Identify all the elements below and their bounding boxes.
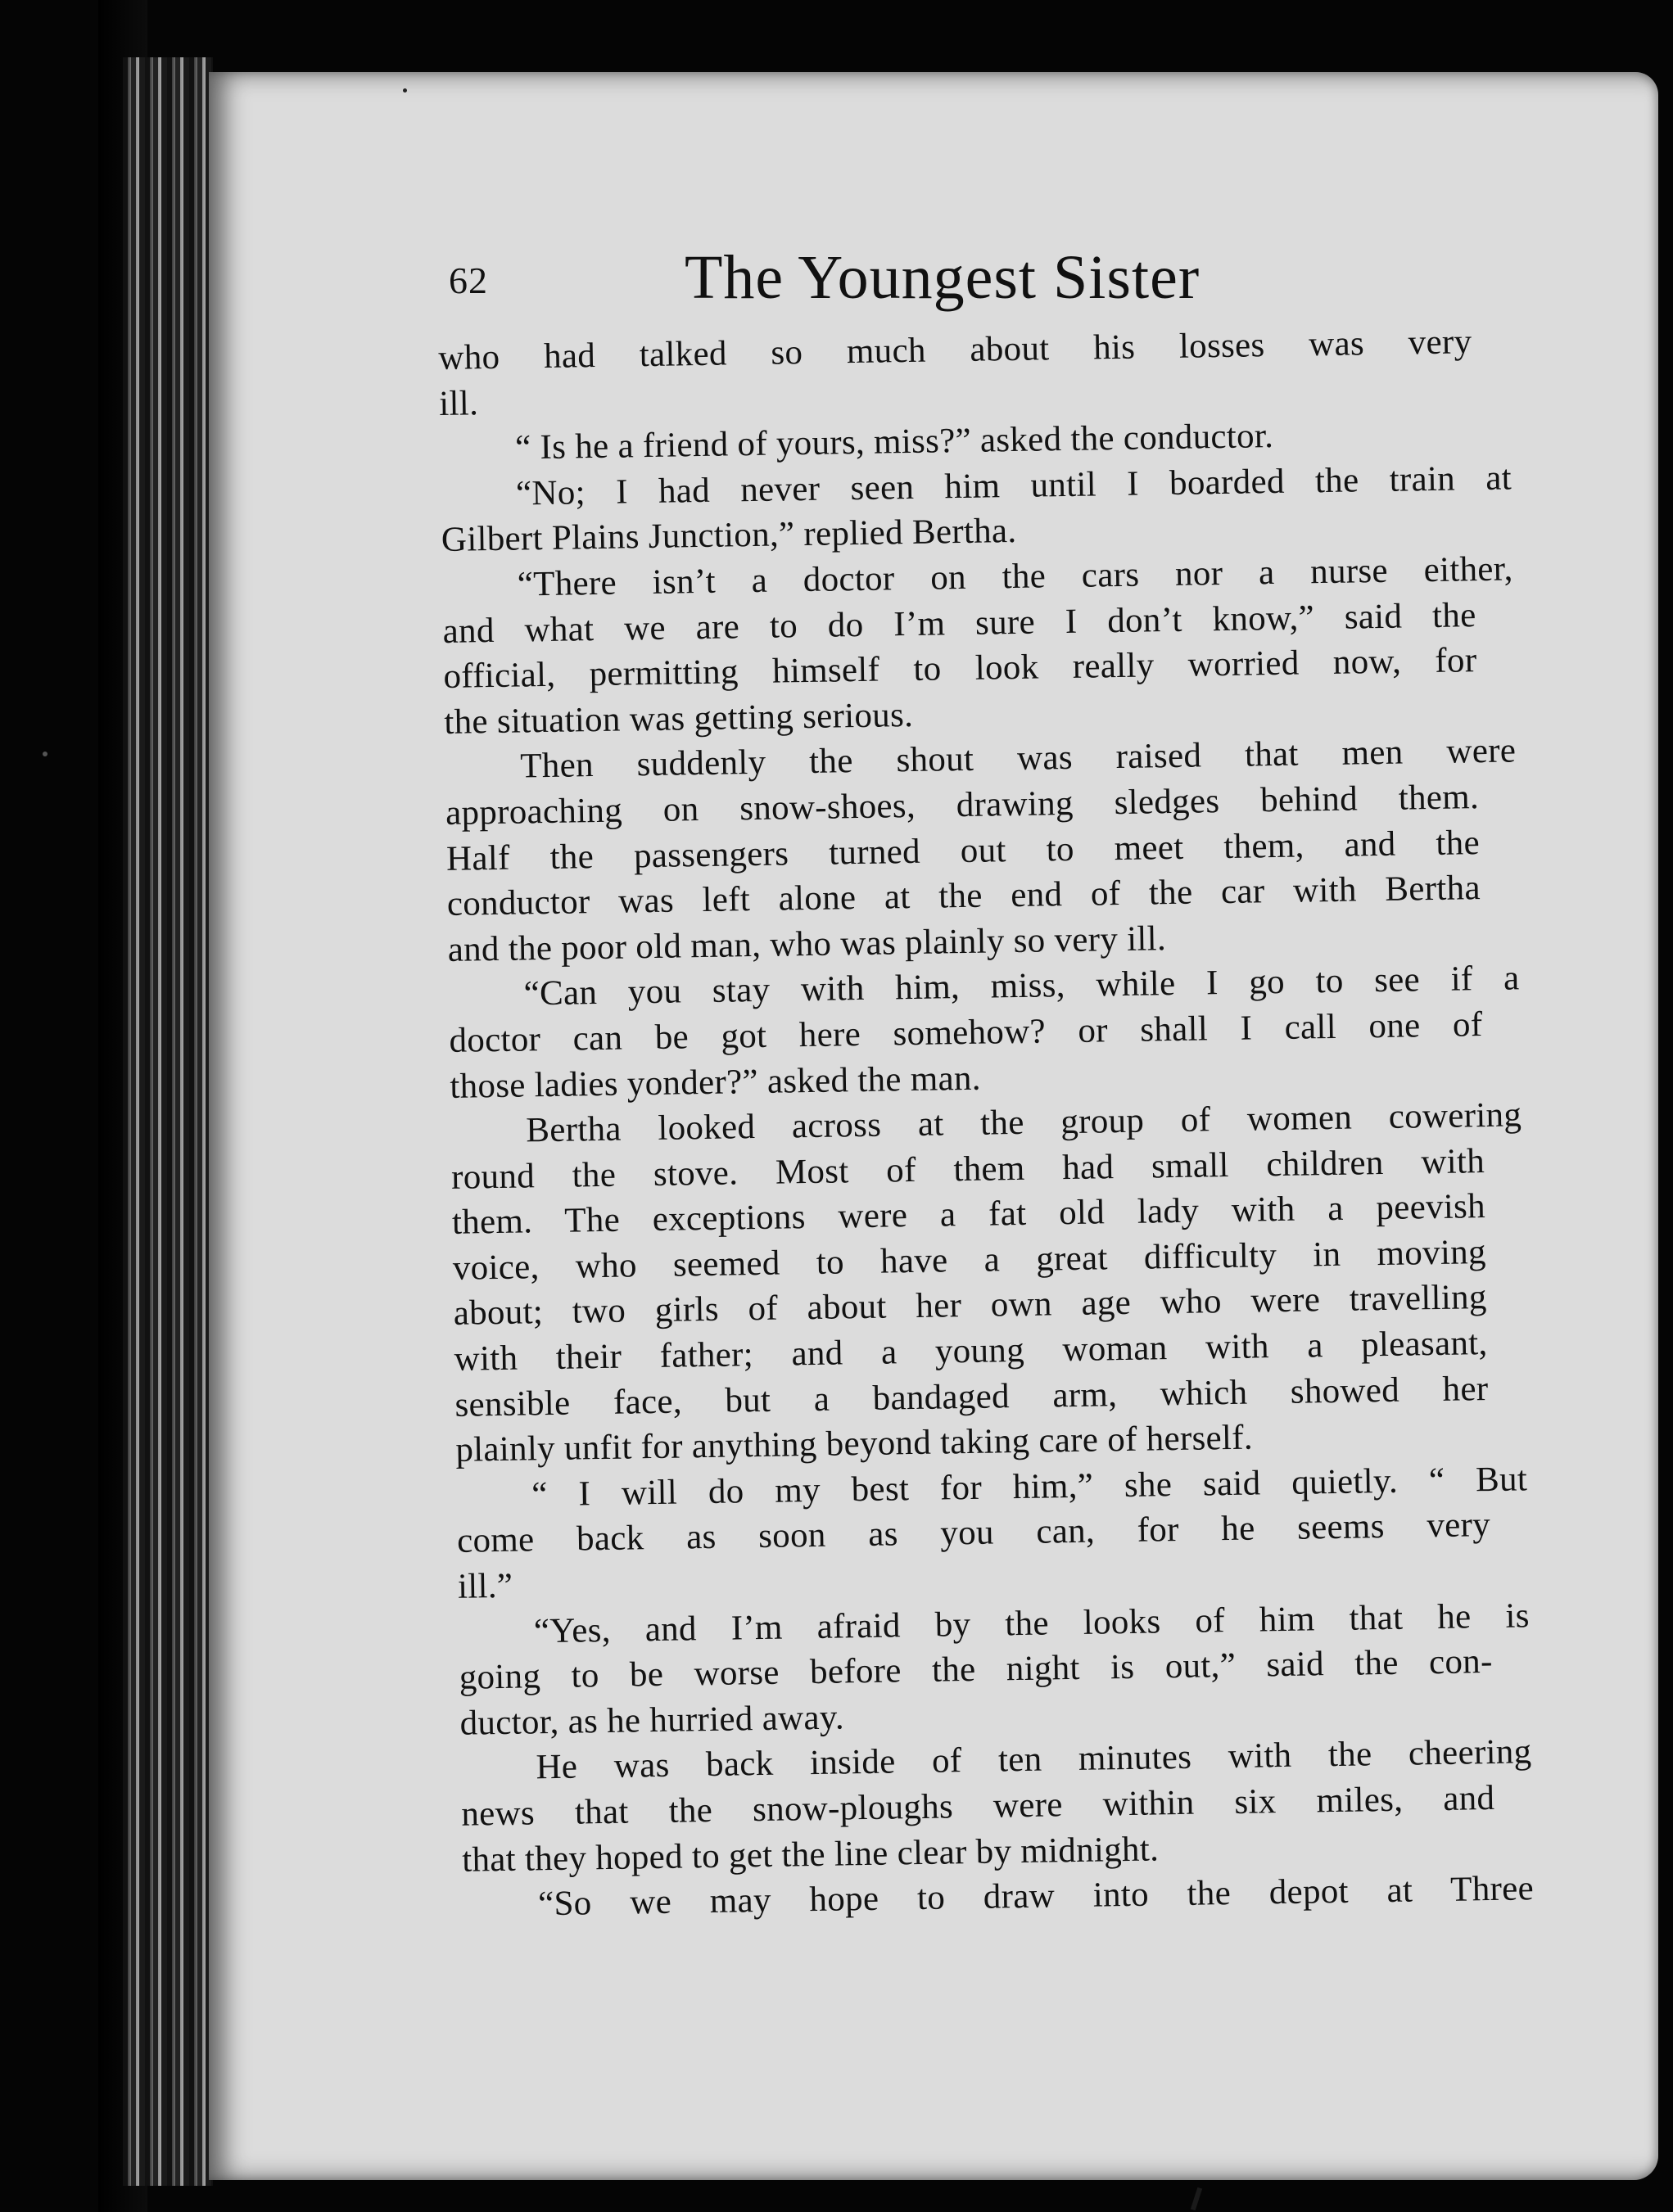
book-spine-edges [123,57,213,2186]
text-line-content: ductor, as he hurried away. [459,1698,845,1743]
text-line-content: conductor was left alone at the end of the car with Bertha [446,869,1481,924]
text-line-content: approaching on snow-shoes, drawing sledges behind them. [445,778,1480,833]
scan-speck [403,88,407,93]
scan-speck [43,752,47,756]
text-line-content: and what we are to do I’m sure I don’t know,” said the [442,595,1476,651]
text-line-content: official, permitting himself to look really worried now, for [443,641,1477,697]
text-line-content: He was back inside of ten minutes with the cheering [536,1732,1532,1787]
text-line-content: ill. [438,383,479,423]
text-line-content: ill.” [457,1566,513,1606]
text-line-content: round the stove. Most of them had small children with [450,1141,1485,1197]
text-line-content: doctor can be got here somehow? or shall I call one of [449,1004,1483,1060]
body-text [438,319,1535,1928]
text-line-content: the situation was getting serious. [444,695,914,742]
text-line-content: “No; I had never seen him until I boarded the train at [515,458,1512,513]
text-line-content: about; two girls of about her own age who were travelling [453,1278,1487,1334]
text-line-content: Gilbert Plains Junction,” replied Bertha. [441,512,1017,560]
text-line-content: those ladies yonder?” asked the man. [450,1059,982,1106]
text-line-content: “Yes, and I’m afraid by the looks of him that he is [533,1596,1531,1650]
text-line-content: news that the snow-ploughs were within six miles, and [461,1778,1495,1834]
text-line-content: plainly unfit for anything beyond taking care of herself. [455,1418,1254,1470]
text-line-content: “So we may hope to draw into the depot at Three [537,1869,1535,1924]
text-line-content: “Can you stay with him, miss, while I go to see if a [523,959,1520,1013]
page-header [449,242,1472,324]
text-line-content: and the poor old man, who was plainly so very ill. [447,919,1167,969]
text-line-content: going to be worse before the night is out,” said the con- [459,1642,1493,1698]
text-line-content: voice, who seemed to have a great difficulty in moving [452,1232,1487,1288]
text-line-content: sensible face, but a bandaged arm, which showed her [454,1369,1489,1424]
page-number: 62 [449,260,488,301]
scan-mark [1191,2187,1202,2210]
text-line-content: them. The exceptions were a fat old lady with a peevish [451,1187,1486,1243]
text-line-content: come back as soon as you can, for he seems very [456,1506,1491,1561]
text-line-content: Then suddenly the shout was raised that men were [519,731,1517,786]
text-line-content: “ I will do my best for him,” she said quietly. “ But [531,1460,1528,1515]
text-line-content: who had talked so much about his losses was very [438,323,1472,377]
text-line-content: “ Is he a friend of yours, miss?” asked the conductor. [514,417,1274,467]
running-title: The Youngest Sister [685,243,1200,312]
text-line-content: that they hoped to get the line clear by midnight. [461,1830,1160,1880]
text-line-content: Half the passengers turned out to meet them, and the [445,823,1481,878]
text-line-content: with their father; and a young woman with a pleasant, [454,1324,1488,1379]
text-line-content: “There isn’t a doctor on the cars nor a nurse either, [517,549,1514,604]
text-line-content: Bertha looked across at the group of women cowering [525,1095,1522,1150]
